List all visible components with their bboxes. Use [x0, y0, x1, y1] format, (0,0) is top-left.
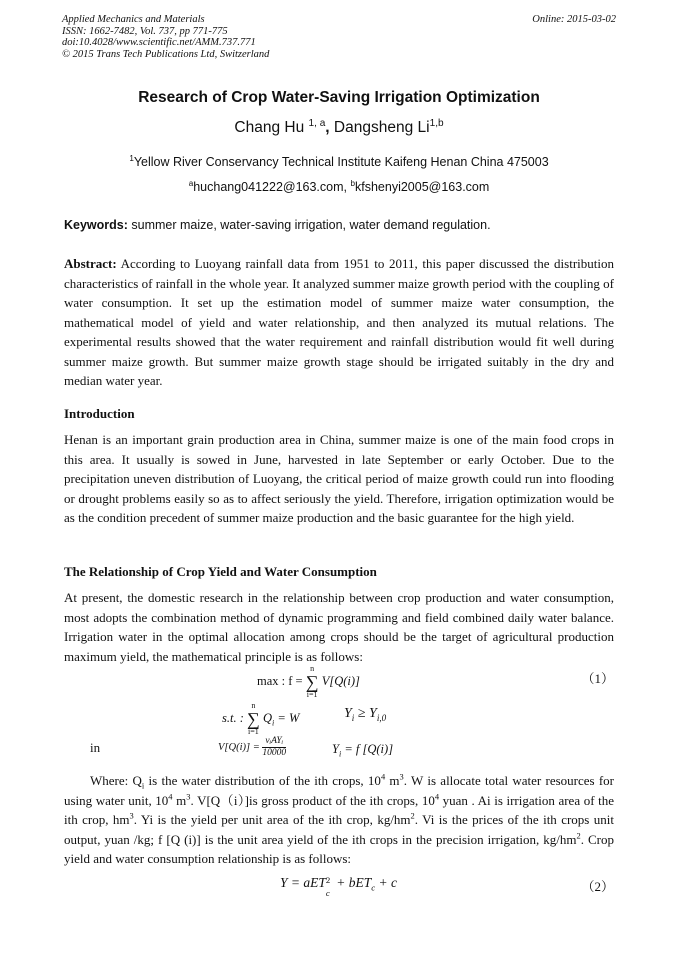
- st-rhs: = W: [274, 710, 300, 725]
- yineq-sub2: i,0: [376, 712, 387, 723]
- where-p6-sup: 4: [434, 791, 440, 802]
- where-p3: m: [385, 773, 400, 788]
- y-lhs: Y: [332, 742, 339, 756]
- where-p9: . Vi is the prices of the ith crops unit output, yuan /kg; f [Q (i)] is the unit area yield of the ith crops in the precision irrigation, kg/hm: [64, 812, 614, 847]
- relationship-paragraph: [64, 588, 614, 666]
- eq2-end: + c: [375, 875, 397, 890]
- where-p4-sup: 4: [168, 791, 173, 802]
- affiliation-mark: 1: [129, 153, 134, 163]
- where-p1: Where: Q: [90, 773, 142, 788]
- eq2-lhs: Y = aET: [280, 875, 326, 890]
- author-1: Chang Hu: [234, 119, 305, 136]
- st-label: s.t. :: [222, 710, 244, 725]
- email-a-mark: a: [188, 178, 194, 188]
- in-word: in: [90, 740, 101, 755]
- doi-line: doi:10.4028/www.scientific.net/AMM.737.771: [62, 37, 256, 48]
- where-p9-sup: 2: [576, 830, 581, 841]
- author-1-affil: 1, a: [308, 117, 326, 129]
- where-p6: . V[Q（i）]is gross product of the ith crops, 10: [190, 792, 435, 808]
- where-p5: m: [172, 792, 187, 808]
- y-rhs: = f [Q(i)]: [341, 742, 394, 756]
- sum-symbol: n ∑ i=1: [305, 664, 319, 699]
- where-p3-sup: 3: [399, 771, 404, 782]
- keywords-label: Keywords:: [64, 218, 128, 232]
- yineq-sub: i: [351, 712, 355, 723]
- email-line: [0, 180, 678, 194]
- where-p2: is the water distribution of the ith crops, 10: [144, 773, 381, 788]
- v-fraction: [262, 736, 286, 759]
- where-p7-sup: 3: [129, 810, 134, 821]
- yineq-ge: ≥ Y: [354, 706, 377, 721]
- affiliation-text: Yellow River Conservancy Technical Institute Kaifeng Henan China 475003: [133, 155, 549, 169]
- copyright-line: © 2015 Trans Tech Publications Ltd, Switzerland: [62, 48, 270, 60]
- abstract-label: Abstract:: [64, 256, 117, 271]
- abstract-text: According to Luoyang rainfall data from 1951 to 2011, this paper discussed the distribution characteristics of rainfall in the whole year. It analyzed summer maize growth period with the coupling of water consumption. It set up the estimation model of summer maize water consumption, the mathematical model of yield and water relationship, and then analyzed its mutual relations. The experimental results showed that the water requirement and rainfall distribution would fit well during summer maize growth. But summer maize growth stage should be irrigated suitably in the dry and median water year.: [64, 256, 614, 388]
- eq2-sub2: c: [371, 882, 376, 893]
- eq1-body: V[Q(i)]: [321, 673, 360, 688]
- value-definition: [218, 736, 286, 759]
- relationship-text: At present, the domestic research in the relationship between crop production and water consumption, most adopts the combination method of dynamic programming and field combined daily water balance. Irrigation water in the optimal allocation among crops should be the target of agricultural production maximum yield, the mathematical principle is as follows:: [64, 590, 614, 664]
- where-p7: yuan . Ai is irrigation area of the ith crop, hm: [64, 792, 615, 827]
- sum-symbol-2: n ∑ i=1: [247, 701, 260, 736]
- where-p8-sup: 2: [410, 810, 415, 821]
- equation-2: Y = aET 2 c + bET$_c$ + c: [280, 875, 397, 898]
- y-sub: i: [338, 749, 342, 759]
- affiliation: [0, 155, 678, 169]
- yield-definition: [332, 742, 393, 757]
- author-separator: ,: [325, 119, 330, 136]
- journal-header: [62, 14, 269, 60]
- author-line: [0, 119, 678, 137]
- intro-paragraph: [64, 430, 614, 528]
- where-p8: . Yi is the yield per unit area of the ith crop, kg/hm: [133, 812, 411, 827]
- equation-2-number: （2）: [581, 879, 614, 894]
- yineq-y: Y: [344, 706, 352, 721]
- v-numerator: vᵢAYᵢ: [262, 736, 286, 748]
- equation-1-number: （1）: [581, 671, 614, 686]
- keywords-text: summer maize, water-saving irrigation, water demand regulation.: [127, 218, 491, 232]
- constraint-sum: [222, 702, 299, 736]
- where-p5-sup: 3: [186, 791, 191, 802]
- sum-top: n: [310, 664, 315, 673]
- email-a[interactable]: huchang041222@163.com,: [193, 180, 351, 194]
- sum-bottom-2: i=1: [248, 727, 259, 736]
- where-p4: . W is allocate total water resources for using water unit, 10: [64, 773, 615, 808]
- author-2: Dangsheng Li: [333, 119, 430, 136]
- email-b[interactable]: kfshenyi2005@163.com: [355, 180, 490, 194]
- where-paragraph: [64, 771, 614, 869]
- v-denominator: 10000: [262, 748, 287, 758]
- st-sub: i: [272, 718, 275, 728]
- paper-title: Research of Crop Water-Saving Irrigation Optimization: [138, 89, 540, 106]
- where-p1-sub: i: [141, 780, 145, 791]
- st-body: Q: [262, 710, 272, 725]
- where-p2-sup: 4: [380, 771, 386, 782]
- where-p10: . Crop yield and water consumption relationship is as follows:: [64, 831, 615, 866]
- intro-heading: Introduction: [64, 406, 135, 421]
- eq1-max-label: max : f =: [257, 673, 303, 688]
- abstract: [64, 254, 614, 391]
- v-lhs: V[Q(i)] =: [218, 741, 260, 753]
- author-2-affil: 1,b: [429, 117, 444, 129]
- relationship-heading: The Relationship of Crop Yield and Water Consumption: [64, 564, 377, 579]
- intro-text: Henan is an important grain production area in China, summer maize is one of the main food crops in this area. It usually is sowed in June, harvested in late September or early October. Due to the precipitation uneven distribution of Luoyang, the critical period of maize growth could run into flooding or drought problems easily so as to affect seriously the yield. Therefore, irrigation optimization would be as the condition precedent of summer maize production and the basic guarantee for the high yield.: [64, 432, 614, 525]
- equation-1: [257, 665, 360, 699]
- sum-top-2: n: [251, 701, 256, 710]
- sum-bottom: i=1: [306, 690, 318, 699]
- online-date: Online: 2015-03-02: [532, 14, 616, 25]
- journal-name: Applied Mechanics and Materials: [62, 14, 205, 25]
- yield-constraint: [344, 706, 386, 722]
- eq2-mid: + bET: [332, 875, 372, 890]
- email-b-mark: b: [350, 178, 355, 188]
- keywords: [64, 218, 491, 232]
- issn-line: ISSN: 1662-7482, Vol. 737, pp 771-775: [62, 25, 228, 37]
